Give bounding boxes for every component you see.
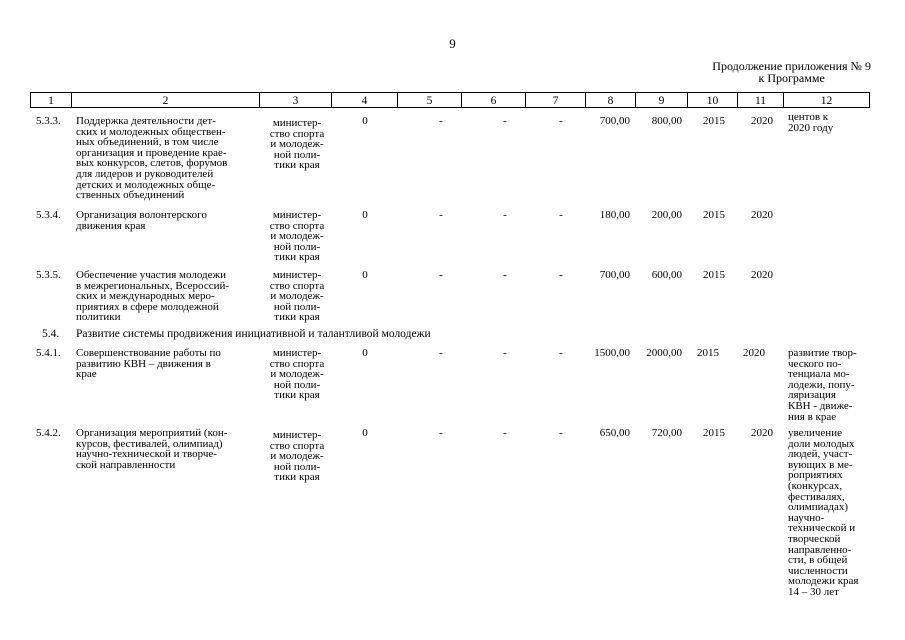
row-col6: - (503, 269, 507, 281)
row-col8: 700,00 (599, 269, 630, 281)
row-result: развитие твор- ческого по- тенциала мо- лодежи, попу- ляризация КВН - движе- ния в крае (788, 347, 857, 423)
row-executor: министер- ство спорта и молодеж- ной поли- тики края (269, 347, 325, 402)
row-col9: 720,00 (651, 427, 682, 439)
row-name: Организация волонтерского движения края (76, 209, 207, 232)
col-header-2: 2 (72, 92, 260, 108)
row-col10: 2015 (697, 347, 719, 359)
col-header-7: 7 (526, 92, 586, 108)
appendix-line-1: Продолжение приложения № 9 (712, 59, 871, 73)
section-title: Развитие системы продвижения инициативной и талантливой молодежи (76, 328, 431, 340)
row-col7: - (559, 209, 563, 221)
col-header-1: 1 (30, 92, 72, 108)
col-header-5: 5 (398, 92, 462, 108)
row-name: Поддержка деятельности дет- ских и молодежных обществен- ных объединений, в том числе организация и проведение крае- вых конкурсов, слетов, форумов для лидеров и руководителей детских и молодежных обще- ственных объединений (76, 115, 228, 202)
row-col11: 2020 (751, 427, 773, 439)
row-col4: 0 (362, 209, 368, 221)
row-executor: министер- ство спорта и молодеж- ной поли- тики края (269, 429, 325, 484)
row-result: увеличение доли молодых людей, участ- вующих в ме- роприятиях (конкурсах, фестивалях, олимпиадах) научно- технической и творческой направленно- сти, в общей численности молодежи края 14 – 30 лет (788, 427, 859, 598)
row-col7: - (559, 347, 563, 359)
appendix-caption (712, 60, 871, 84)
row-col9: 2000,00 (646, 347, 682, 359)
row-col6: - (503, 115, 507, 127)
row-col6: - (503, 347, 507, 359)
page-number: 9 (449, 36, 456, 51)
row-col10: 2015 (703, 427, 725, 439)
col-header-9: 9 (636, 92, 688, 108)
row-name: Организация мероприятий (кон- курсов, фестивалей, олимпиад) научно-технической и творче- ской направленности (76, 427, 228, 471)
row-col4: 0 (362, 269, 368, 281)
row-col9: 200,00 (651, 209, 682, 221)
appendix-line-2: к Программе (758, 71, 825, 85)
row-col11: 2020 (751, 269, 773, 281)
section-code: 5.4. (42, 328, 60, 340)
row-col7: - (559, 269, 563, 281)
col-header-3: 3 (260, 92, 332, 108)
row-executor: министер- ство спорта и молодеж- ной поли- тики края (269, 209, 325, 264)
row-result: центов к 2020 году (788, 111, 834, 134)
row-col11: 2020 (751, 209, 773, 221)
col-header-11: 11 (738, 92, 784, 108)
row-col5: - (439, 269, 443, 281)
col-header-8: 8 (586, 92, 636, 108)
row-col11: 2020 (751, 115, 773, 127)
row-col8: 700,00 (599, 115, 630, 127)
col-header-12: 12 (784, 92, 870, 108)
row-col10: 2015 (703, 115, 725, 127)
row-col6: - (503, 209, 507, 221)
row-col10: 2015 (703, 209, 725, 221)
row-col4: 0 (362, 347, 368, 359)
row-col9: 600,00 (651, 269, 682, 281)
row-col5: - (439, 115, 443, 127)
row-executor: министер- ство спорта и молодеж- ной поли- тики края (269, 269, 325, 324)
row-col4: 0 (362, 427, 368, 439)
row-col5: - (439, 347, 443, 359)
col-header-10: 10 (688, 92, 738, 108)
row-col7: - (559, 115, 563, 127)
row-col5: - (439, 427, 443, 439)
row-col7: - (559, 427, 563, 439)
row-col4: 0 (362, 115, 368, 127)
row-col6: - (503, 427, 507, 439)
row-col11: 2020 (743, 347, 765, 359)
row-col10: 2015 (703, 269, 725, 281)
row-code: 5.4.1. (36, 347, 61, 359)
row-col8: 180,00 (599, 209, 630, 221)
row-col8: 650,00 (599, 427, 630, 439)
row-col5: - (439, 209, 443, 221)
row-col8: 1500,00 (594, 347, 630, 359)
row-executor: министер- ство спорта и молодеж- ной поли- тики края (269, 117, 325, 172)
row-code: 5.4.2. (36, 427, 61, 439)
row-col9: 800,00 (651, 115, 682, 127)
col-header-6: 6 (462, 92, 526, 108)
row-code: 5.3.4. (36, 209, 61, 221)
row-name: Совершенствование работы по развитию КВН – движения в крае (76, 347, 221, 381)
col-header-4: 4 (332, 92, 398, 108)
row-name: Обеспечение участия молодежи в межрегиональных, Всероссий- ских и международных меро- приятиях в сфере молодежной политики (76, 269, 230, 324)
row-code: 5.3.5. (36, 269, 61, 281)
row-code: 5.3.3. (36, 115, 61, 127)
